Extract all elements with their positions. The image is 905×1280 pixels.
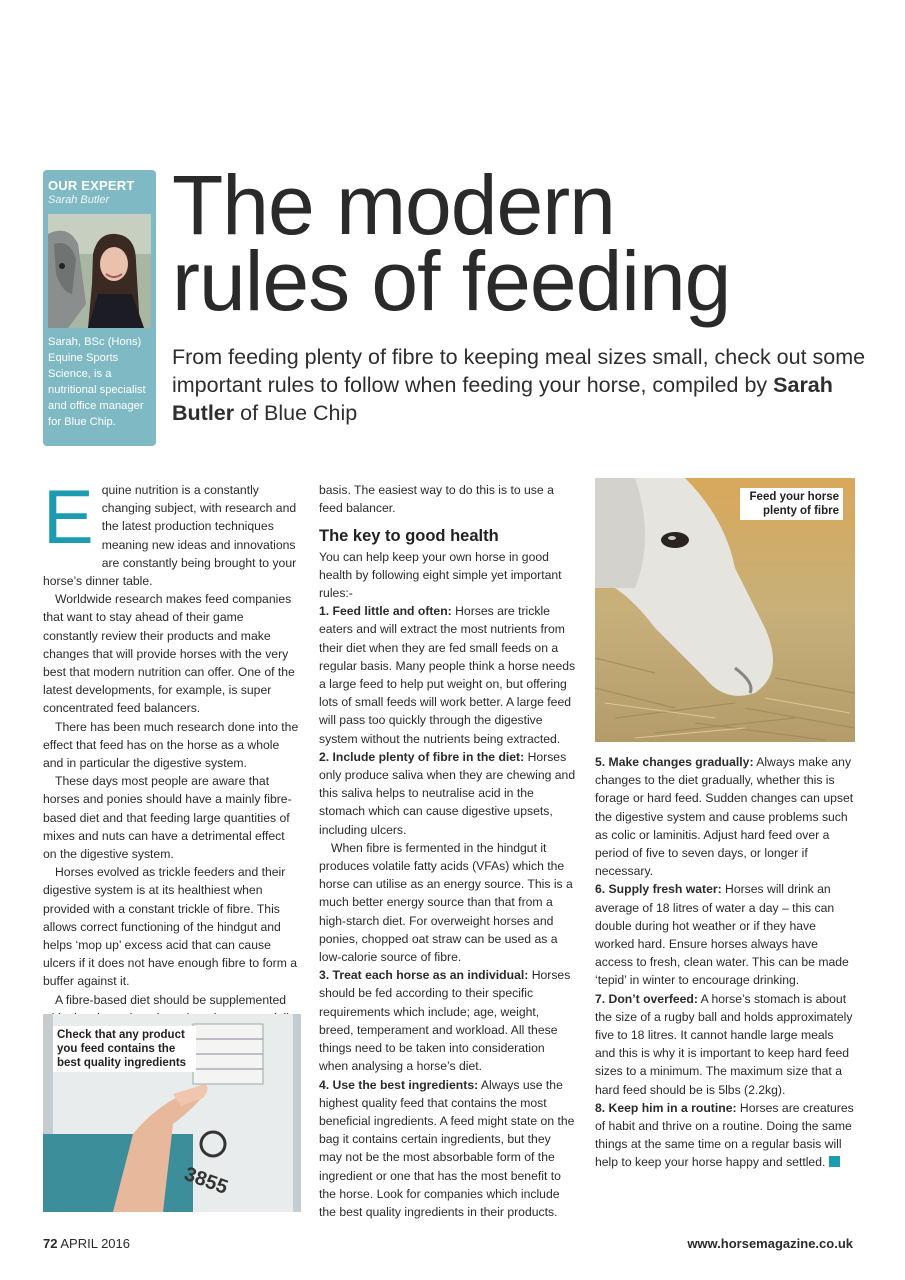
rule-heading: 5. Make changes gradually: (595, 755, 754, 769)
continued-paragraph: basis. The easiest way to do this is to use a feed balancer. (319, 483, 554, 516)
rule-text: Horses are creatures of habit and thrive on a routine. Doing the same things at the same time on a regular basis will help to keep your horse happy and settled. (595, 1100, 854, 1170)
section-intro: You can help keep your own horse in good health by following eight simple yet important rules:- (319, 549, 562, 601)
lead-text: quine nutrition is a constantly changing subject, with research and the latest production techniques meaning new ideas and innovations are constantly being brought to your horse’s dinner table. (43, 483, 297, 589)
horse-photo (595, 478, 855, 742)
photo-caption-horse: Feed your horse plenty of fibre (740, 488, 843, 520)
end-mark-icon (829, 1156, 840, 1167)
feed-bag-photo (43, 1014, 301, 1212)
standfirst-text-end: of Blue Chip (240, 401, 358, 425)
expert-label: OUR EXPERT (48, 178, 135, 193)
rule-text: Horses only produce saliva when they are chewing and this saliva helps to neutralise acid in the stomach which can cause digestive upsets, including ulcers. (319, 749, 576, 837)
website-url: www.horsemagazine.co.uk (687, 1236, 853, 1251)
body-paragraph: A fibre-based diet should be supplemented (55, 992, 287, 1007)
standfirst-text: From feeding plenty of fibre to keeping meal sizes small, check out some important rules to follow when feeding your horse, compiled by (172, 345, 866, 397)
section-heading: The key to good health (319, 527, 499, 546)
rule-text: Horses will drink an average of 18 litres of water a day – this can double during hot weather or if they have worked hard. Ensure horses always have access to fresh, clean water. This can be made ‘tepid’ in winter to encourage drinking. (595, 882, 849, 988)
expert-box (43, 170, 156, 446)
title-line-1: The modern (172, 158, 615, 252)
rule-heading: 4. Use the best ingredients: (319, 1077, 479, 1092)
body-paragraph: There has been much research done into the effect that feed has on the horse as a whole and in particular the digestive system. (43, 719, 299, 771)
column-2 (319, 481, 577, 1221)
column-1 (43, 475, 301, 1027)
standfirst-author: Sarah Butler (172, 373, 833, 425)
rule-heading: 7. Don’t overfeed: (595, 991, 698, 1006)
rule-text: Always use the highest quality feed that contains the most beneficial ingredients. A feed might state on the bag it contains certain ingredients, but they may not be the most absorbable form of the ingredient or one that has the most benefit to the horse. Look for companies which include the best quality ingredients in their products. (319, 1077, 575, 1219)
rule-heading: 3. Treat each horse as an individual: (319, 968, 529, 983)
body-paragraph: Horses evolved as trickle feeders and their digestive system is at its healthiest when provided with a constant trickle of fibre. This allows correct functioning of the hindgut and helps ‘mop up’ excess acid that can cause ulcers if it does not have enough fibre to form a buffer against it. (43, 865, 298, 989)
body-paragraph: These days most people are aware that horses and ponies should have a mainly fibre-based diet and that feeding large quantities of mixes and nuts can have a detrimental effect on the digestive system. (43, 774, 292, 862)
expert-photo (48, 214, 151, 328)
rule-4 (319, 1076, 577, 1222)
rule-5 (595, 753, 857, 880)
title-line-2: rules of feeding (172, 234, 731, 328)
page-footer-left (43, 1236, 130, 1251)
lead-paragraph (43, 475, 301, 590)
rule-text: Always make any changes to the diet gradually, whether this is forage or hard feed. Sudden changes can upset the digestive system and cause problems such as colic or laminitis. Adjust hard feed over a period of five to seven days, or longer if necessary. (595, 755, 854, 879)
body-paragraph: Worldwide research makes feed companies that want to stay ahead of their game constantly review their products and make changes that will provide horses with the very best that modern nutrition can offer. One of the latest developments, for example, is super concentrated feed balancers. (43, 592, 295, 716)
svg-text:3855: 3855 (181, 1163, 231, 1199)
rule-heading: 8. Keep him in a routine: (595, 1100, 737, 1115)
rule-heading: 6. Supply fresh water: (595, 882, 722, 897)
column-3 (595, 753, 857, 1172)
rule-text: Horses should be fed according to their specific requirements which include; age, weight, breed, temperament and workload. All these things need to be taken into consideration when analysing a horse’s diet. (319, 968, 571, 1074)
rule-text: Horses are trickle eaters and will extract the most nutrients from their diet when they are fed small feeds on a regular basis. Many people think a horse needs a large feed to help put weight on, but offering lots of small feeds will work better. A large feed will pass too quickly through the digestive system without the nutrients being extracted. (319, 604, 576, 746)
rule-heading: 1. Feed little and often: (319, 604, 452, 619)
rule-3 (319, 966, 577, 1075)
rule-6 (595, 880, 857, 989)
rule-1 (319, 602, 577, 748)
issue-date: APRIL 2016 (60, 1236, 130, 1251)
rule-7 (595, 990, 857, 1099)
standfirst (172, 343, 872, 427)
expert-bio: Sarah, BSc (Hons) Equine Sports Science, is a nutritional specialist and office manager for Blue Chip. (48, 336, 146, 428)
rule-2-continued: When fibre is fermented in the hindgut it produces volatile fatty acids (VFAs) which the horse can utilise as an energy source. This is a much better energy source than that from a high-starch diet. For overweight horses and ponies, chopped oat straw can be used as a low-calorie source of fibre. (319, 840, 573, 965)
rule-heading: 2. Include plenty of fibre in the diet: (319, 749, 525, 764)
page-number: 72 (43, 1236, 58, 1251)
drop-cap: E (43, 475, 94, 560)
rule-2 (319, 748, 577, 839)
article-title (172, 158, 731, 328)
expert-name: Sarah Butler (48, 194, 110, 206)
photo-caption-bag: Check that any product you feed contains the best quality ingredients (53, 1026, 196, 1072)
rule-text: A horse’s stomach is about the size of a rugby ball and holds approximately five to 18 litres. It cannot handle large meals and this is why it is important to keep hard feed sizes to a minimum. The maximum size that a hard feed should be is 5lbs (2.2kg). (595, 991, 853, 1097)
rule-8 (595, 1099, 857, 1172)
